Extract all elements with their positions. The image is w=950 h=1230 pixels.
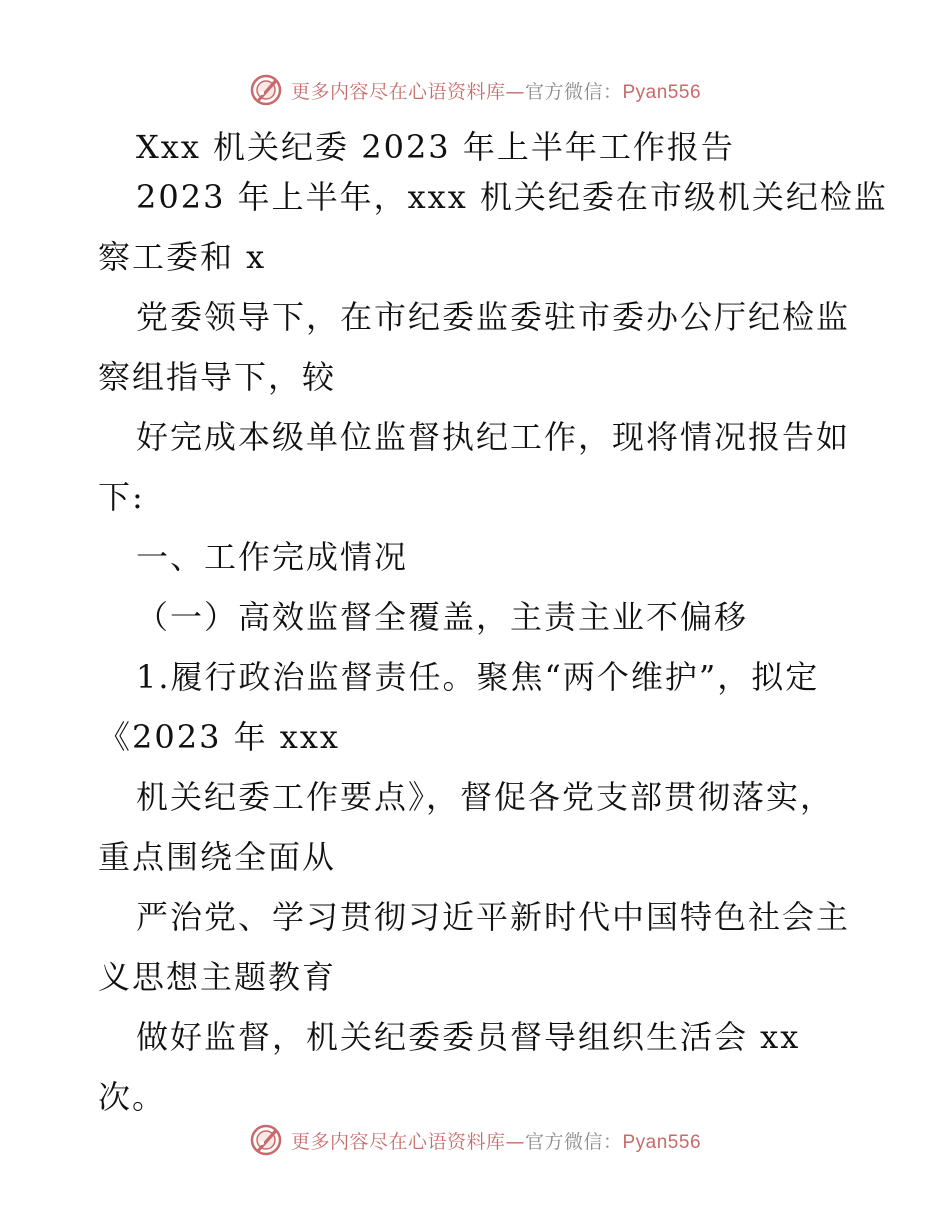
paragraph-line-12: 义思想主题教育 [98, 958, 337, 996]
quill-logo-icon [249, 1123, 283, 1157]
watermark-text-line [291, 1127, 701, 1154]
watermark-wechat-id: Pyan556 [622, 1131, 702, 1153]
watermark-separator: — [505, 1130, 525, 1153]
paragraph-line-13: 做好监督，机关纪委委员督导组织生活会 xx [136, 1018, 801, 1056]
footer-watermark [0, 1122, 950, 1158]
paragraph-line-4: 察组指导下，较 [98, 358, 337, 396]
paragraph-line-5: 好完成本级单位监督执纪工作，现将情况报告如 [136, 418, 851, 456]
watermark-text: 更多内容尽在心语资料库 [290, 80, 506, 103]
paragraph-line-1: 2023 年上半年，xxx 机关纪委在市级机关纪检监 [136, 178, 888, 216]
watermark-text: 更多内容尽在心语资料库 [290, 1130, 506, 1153]
watermark-text-line [291, 77, 701, 104]
subsection-heading-1: （一）高效监督全覆盖，主责主业不偏移 [136, 598, 749, 636]
document-body [98, 122, 888, 1122]
header-watermark [0, 72, 950, 108]
watermark-official-label: 官方微信： [524, 1130, 623, 1153]
paragraph-line-14: 次。 [98, 1078, 167, 1116]
paragraph-line-6: 下: [98, 478, 145, 516]
quill-logo-icon [249, 73, 283, 107]
paragraph-line-10: 重点围绕全面从 [98, 838, 337, 876]
paragraph-line-8: 《2023 年 xxx [98, 718, 340, 756]
section-heading-1: 一、工作完成情况 [136, 538, 409, 576]
watermark-wechat-id: Pyan556 [622, 81, 702, 103]
paragraph-line-2: 察工委和 x [98, 238, 267, 276]
watermark-separator: — [505, 80, 525, 103]
document-title: Xxx 机关纪委 2023 年上半年工作报告 [136, 128, 735, 166]
watermark-official-label: 官方微信： [524, 80, 623, 103]
paragraph-line-3: 党委领导下，在市纪委监委驻市委办公厅纪检监 [136, 298, 851, 336]
paragraph-line-11: 严治党、学习贯彻习近平新时代中国特色社会主 [136, 898, 851, 936]
paragraph-line-9: 机关纪委工作要点》，督促各党支部贯彻落实， [136, 778, 835, 816]
paragraph-line-7: 1.履行政治监督责任。聚焦“两个维护”，拟定 [136, 658, 820, 696]
